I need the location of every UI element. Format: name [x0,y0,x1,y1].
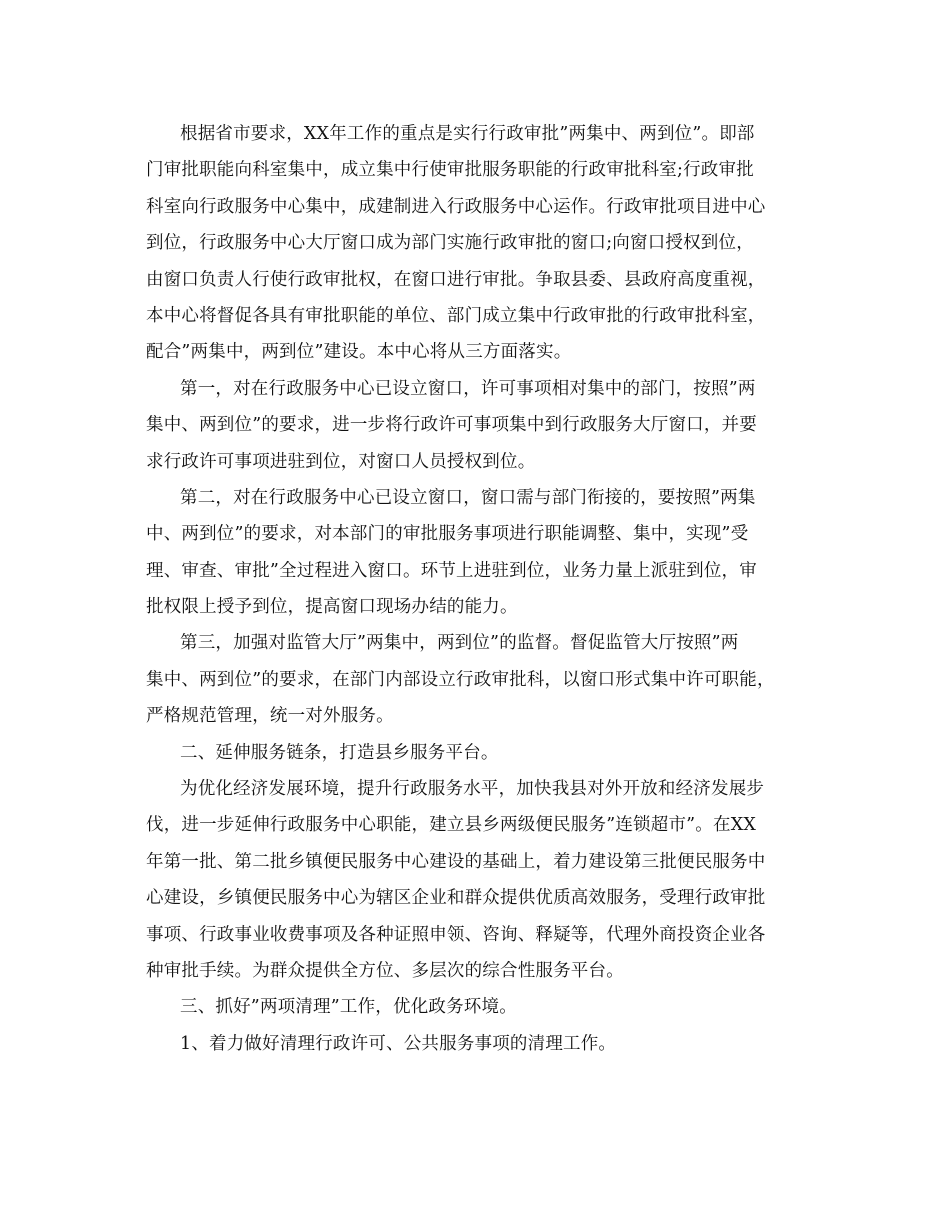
paragraph-first-line: 1、着力做好清理行政许可、公共服务事项的清理工作。 [180,1033,617,1054]
paragraph-first-line: 第一，对在行政服务中心已设立窗口，许可事项相对集中的部门，按照”两 [180,378,756,399]
paragraph-first-line: 根据省市要求，XX年工作的重点是实行行政审批”两集中、两到位”。即部 [180,124,755,144]
paragraph-line: 到位，行政服务中心大厅窗口成为部门实施行政审批的窗口;向窗口授权到位， [146,233,754,254]
paragraph-line: 事项、行政事业收费事项及各种证照申领、咨询、释疑等，代理外商投资企业各 [146,924,766,945]
document-body [146,116,806,1062]
paragraph-first-line: 第二，对在行政服务中心已设立窗口，窗口需与部门衔接的，要按照”两集 [180,487,756,508]
paragraph-line: 本中心将督促各具有审批职能的单位、部门成立集中行政审批的行政审批科室， [146,305,766,326]
paragraph-line: 理、审查、审批”全过程进入窗口。环节上进驻到位，业务力量上派驻到位，审 [146,560,757,581]
paragraph-line: 中、两到位”的要求，对本部门的审批服务事项进行职能调整、集中，实现”受 [146,524,749,545]
paragraph-first-line: 三、抓好”两项清理”工作，优化政务环境。 [180,997,517,1018]
paragraph-line: 批权限上授予到位，提高窗口现场办结的能力。 [146,597,518,618]
paragraph-line: 集中、两到位”的要求，在部门内部设立行政审批科，以窗口形式集中许可职能， [146,669,775,690]
paragraph-line: 种审批手续。为群众提供全方位、多层次的综合性服务平台。 [146,960,624,981]
paragraph-first-line: 第三，加强对监管大厅”两集中，两到位”的监督。督促监管大厅按照”两 [180,633,739,654]
paragraph-line: 科室向行政服务中心集中，成建制进入行政服务中心运作。行政审批项目进中心 [146,196,766,217]
paragraph-first-line: 二、延伸服务链条，打造县乡服务平台。 [180,742,499,763]
paragraph-line: 配合”两集中，两到位”建设。本中心将从三方面落实。 [146,342,572,363]
paragraph-line: 伐，进一步延伸行政服务中心职能，建立县乡两级便民服务”连锁超市”。在XX [146,815,757,836]
paragraph-line: 集中、两到位”的要求，进一步将行政许可事项集中到行政服务大厅窗口，并要 [146,415,757,436]
paragraph-line: 由窗口负责人行使行政审批权，在窗口进行审批。争取县委、县政府高度重视， [146,269,766,290]
paragraph-line: 严格规范管理，统一对外服务。 [146,706,394,727]
paragraph-line: 求行政许可事项进驻到位，对窗口人员授权到位。 [146,451,536,472]
paragraph-first-line: 为优化经济发展环境，提升行政服务水平，加快我县对外开放和经济发展步 [180,779,765,800]
paragraph-line: 心建设，乡镇便民服务中心为辖区企业和群众提供优质高效服务，受理行政审批 [146,888,766,909]
paragraph-line: 门审批职能向科室集中，成立集中行使审批服务职能的行政审批科室;行政审批 [146,160,754,181]
paragraph-line: 年第一批、第二批乡镇便民服务中心建设的基础上，着力建设第三批便民服务中 [146,851,766,872]
